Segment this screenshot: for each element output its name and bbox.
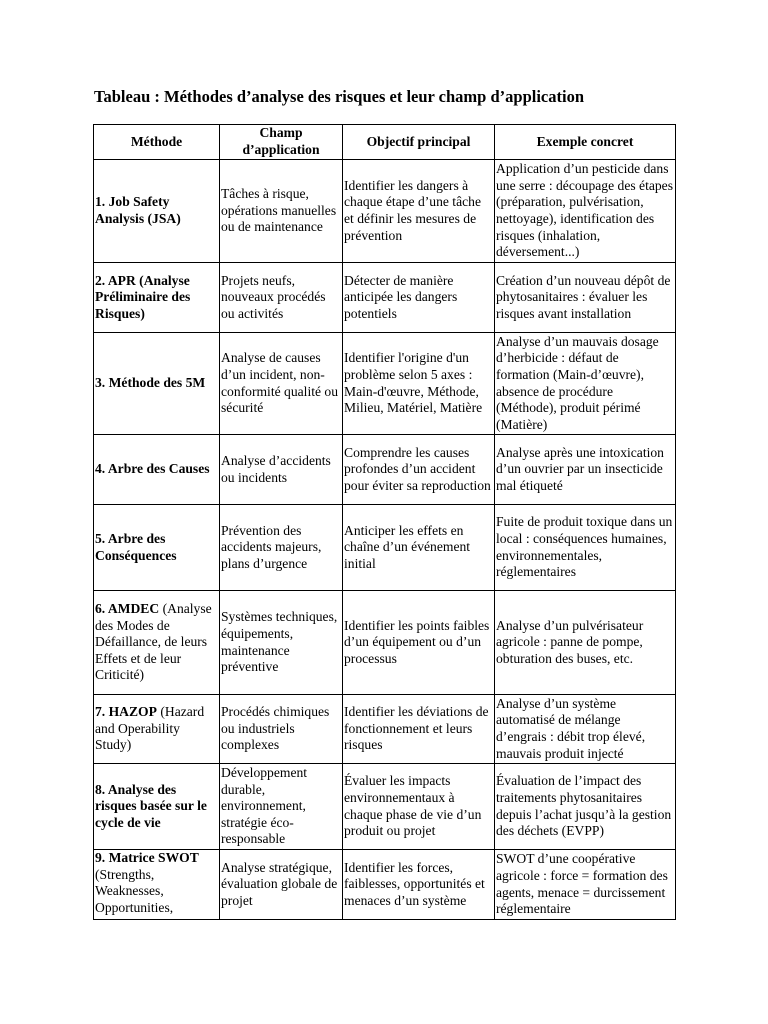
method-name: 4. Arbre des Causes	[95, 461, 210, 477]
scope-cell: Projets neufs, nouveaux procédés ou activités	[220, 263, 343, 333]
method-name: 1. Job Safety Analysis (JSA)	[95, 194, 181, 226]
scope-cell: Procédés chimiques ou industriels complexes	[220, 695, 343, 764]
method-cell	[94, 591, 220, 695]
scope-cell: Analyse de causes d’un incident, non-conformité qualité ou sécurité	[220, 333, 343, 435]
objective-cell: Anticiper les effets en chaîne d’un événement initial	[343, 505, 495, 591]
scope-cell: Développement durable, environnement, stratégie éco-responsable	[220, 764, 343, 850]
table-row	[94, 850, 676, 920]
risk-methods-table	[93, 124, 676, 920]
example-cell: Évaluation de l’impact des traitements phytosanitaires depuis l’achat jusqu’à la gestion des déchets (EVPP)	[495, 764, 676, 850]
method-cell	[94, 505, 220, 591]
table-row	[94, 160, 676, 263]
header-scope: Champ d’application	[220, 125, 343, 160]
table-header-row	[94, 125, 676, 160]
page-title: Tableau : Méthodes d’analyse des risques et leur champ d’application	[94, 87, 585, 106]
scope-cell: Tâches à risque, opérations manuelles ou de maintenance	[220, 160, 343, 263]
scope-cell: Prévention des accidents majeurs, plans d’urgence	[220, 505, 343, 591]
method-name: 3. Méthode des 5M	[95, 375, 206, 391]
table-row	[94, 435, 676, 505]
method-cell	[94, 695, 220, 764]
example-cell: Fuite de produit toxique dans un local : conséquences humaines, environnementales, réglementaires	[495, 505, 676, 591]
example-cell: Analyse d’un système automatisé de mélange d’engrais : débit trop élevé, mauvais produit injecté	[495, 695, 676, 764]
method-detail: (Hazard and Operability Study)	[95, 704, 205, 753]
method-name: 2. APR (Analyse Préliminaire des Risques)	[95, 272, 191, 321]
objective-cell: Comprendre les causes profondes d’un accident pour éviter sa reproduction	[343, 435, 495, 505]
table-row	[94, 505, 676, 591]
table-row	[94, 695, 676, 764]
example-cell: Analyse d’un mauvais dosage d’herbicide : défaut de formation (Main-d’œuvre), absence de procédure (Méthode), produit périmé (Matière)	[495, 333, 676, 435]
objective-cell: Identifier les points faibles d’un équipement ou d’un processus	[343, 591, 495, 695]
method-name: 9. Matrice SWOT	[95, 850, 199, 865]
scope-cell: Analyse stratégique, évaluation globale de projet	[220, 850, 343, 920]
objective-cell: Évaluer les impacts environnementaux à chaque phase de vie d’un produit ou projet	[343, 764, 495, 850]
example-cell: Création d’un nouveau dépôt de phytosanitaires : évaluer les risques avant installation	[495, 263, 676, 333]
example-cell: Application d’un pesticide dans une serre : découpage des étapes (préparation, pulvérisation, nettoyage), identification des risques (inhalation, déversement...)	[495, 160, 676, 263]
method-cell	[94, 333, 220, 435]
method-cell	[94, 850, 220, 920]
method-cell	[94, 263, 220, 333]
example-cell: Analyse après une intoxication d’un ouvrier par un insecticide mal étiqueté	[495, 435, 676, 505]
table-row	[94, 263, 676, 333]
method-name: 5. Arbre des Conséquences	[95, 530, 177, 563]
table-row	[94, 591, 676, 695]
method-detail: (Analyse des Modes de Défaillance, de leurs Effets et de leur Criticité)	[95, 601, 212, 683]
scope-cell: Analyse d’accidents ou incidents	[220, 435, 343, 505]
method-cell	[94, 435, 220, 505]
objective-cell: Détecter de manière anticipée les dangers potentiels	[343, 263, 495, 333]
objective-cell: Identifier les forces, faiblesses, opportunités et menaces d’un système	[343, 850, 495, 920]
example-cell: Analyse d’un pulvérisateur agricole : panne de pompe, obturation des buses, etc.	[495, 591, 676, 695]
scope-cell: Systèmes techniques, équipements, maintenance préventive	[220, 591, 343, 695]
example-cell: SWOT d’une coopérative agricole : force = formation des agents, menace = durcissement réglementaire	[495, 850, 676, 920]
method-cell	[94, 160, 220, 263]
method-name: 6. AMDEC	[95, 601, 160, 617]
method-name: 7. HAZOP	[95, 704, 157, 720]
header-example: Exemple concret	[495, 125, 676, 160]
method-detail: (Strengths, Weaknesses, Opportunities,	[95, 866, 174, 915]
method-name: 8. Analyse des risques basée sur le cycle de vie	[95, 781, 207, 830]
objective-cell: Identifier les dangers à chaque étape d’une tâche et définir les mesures de prévention	[343, 160, 495, 263]
objective-cell: Identifier l'origine d'un problème selon 5 axes : Main-d'œuvre, Méthode, Milieu, Matériel, Matière	[343, 333, 495, 435]
header-objective: Objectif principal	[343, 125, 495, 160]
objective-cell: Identifier les déviations de fonctionnement et leurs risques	[343, 695, 495, 764]
table-row	[94, 333, 676, 435]
header-method: Méthode	[94, 125, 220, 160]
table-row	[94, 764, 676, 850]
method-cell	[94, 764, 220, 850]
